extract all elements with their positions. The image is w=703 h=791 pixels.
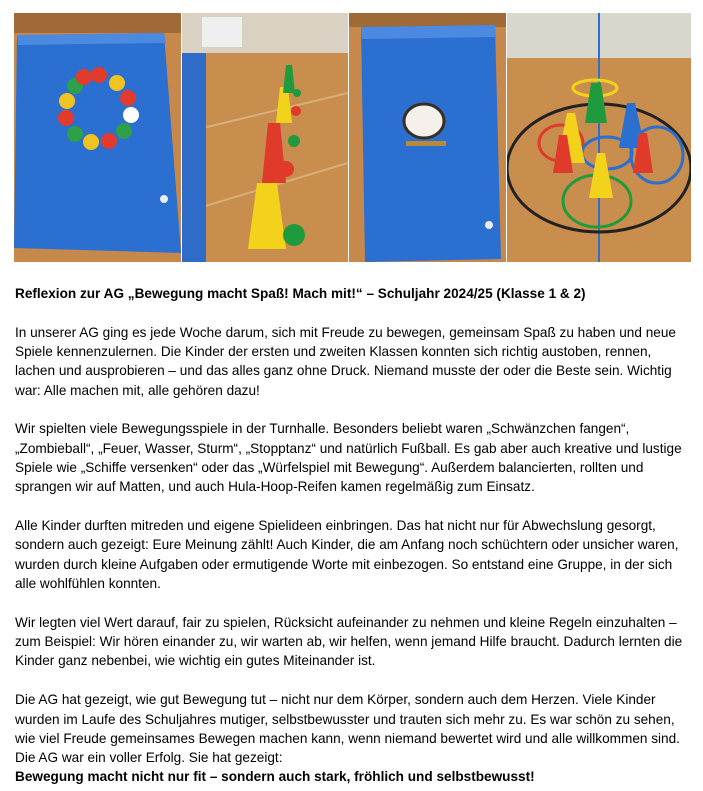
- conclusion-text: Die AG hat gezeigt, wie gut Bewegung tut – nicht nur dem Körper, sondern auch dem Herzen. Viele Kinder wurden im Laufe des Schuljahres mutiger, selbstbewusster und trauten sich mehr zu. Es war schön zu sehen, wie viel Freude gemeinsames Bewegen machen kann, wenn niemand bewertet wird und alle willkommen sind. Die AG war ein voller Erfolg. Sie hat gezeigt:: [15, 692, 680, 766]
- photo-drum-mat: [349, 13, 506, 262]
- photo-hula-hoops: [507, 13, 691, 262]
- article-title: Reflexion zur AG „Bewegung macht Spaß! Mach mit!“ – Schuljahr 2024/25 (Klasse 1 & 2): [15, 286, 586, 301]
- paragraph-participation: Alle Kinder durften mitreden und eigene Spielideen einbringen. Das hat nicht nur für Abwechslung gesorgt, sondern auch gezeigt: Eure Meinung zählt! Auch Kinder, die am Anfang noch schüchtern oder unsicher waren, wurden durch kleine Aufgaben oder ermutigende Worte mit einbezogen. So entstand eine Gruppe, in der sich alle wohlfühlen konnten.: [15, 518, 679, 592]
- paragraph-conclusion: [15, 690, 693, 786]
- paragraph-intro: In unserer AG ging es jede Woche darum, sich mit Freude zu bewegen, gemeinsam Spaß zu haben und neue Spiele kennenzulernen. Die Kinder der ersten und zweiten Klassen konnten sich richtig austoben, rennen, lachen und ausprobieren – und das alles ganz ohne Druck. Niemand musste der oder die Beste sein. Wichtig war: Alle machen mit, alle gehören dazu!: [15, 324, 676, 398]
- paragraph-fairness: Wir legten viel Wert darauf, fair zu spielen, Rücksicht aufeinander zu nehmen und kleine Regeln einzuhalten – zum Beispiel: Wir hören einander zu, wir warten ab, wir helfen, wenn jemand Hilfe braucht. Dadurch lernten die Kinder ganz nebenbei, wie wichtig ein gutes Miteinander ist.: [15, 614, 683, 669]
- closing-statement: Bewegung macht nicht nur fit – sondern auch stark, fröhlich und selbstbewusst!: [15, 769, 535, 785]
- article: [15, 284, 693, 787]
- paragraph-games: Wir spielten viele Bewegungsspiele in der Turnhalle. Besonders beliebt waren „Schwänzchen fangen“, „Zombieball“, „Feuer, Wasser, Sturm“, „Stopptanz“ und natürlich Fußball. Es gab aber auch kreative und lustige Spiele wie „Schiffe versenken“ oder das „Würfelspiel mit Bewegung“. Außerdem balancierten, rollten und sprangen wir auf Matten, und auch Hula-Hoop-Reifen kamen regelmäßig zum Einsatz.: [15, 421, 682, 495]
- photo-cones-row: [182, 13, 348, 262]
- photo-balls-circle: [14, 13, 181, 262]
- photo-strip: [14, 13, 691, 262]
